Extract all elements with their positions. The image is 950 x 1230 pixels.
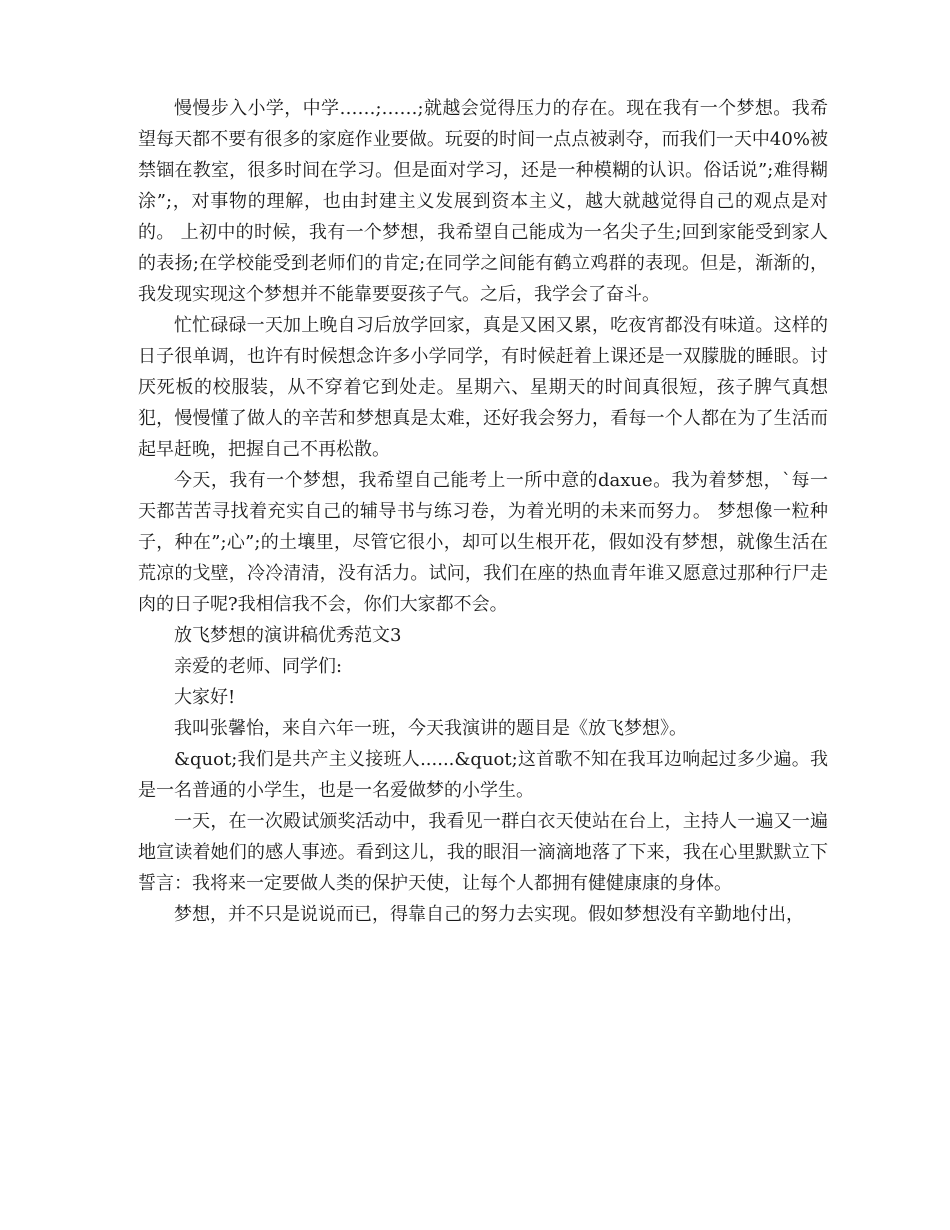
paragraph-1: 慢慢步入小学，中学……;……;就越会觉得压力的存在。现在我有一个梦想。我希望每天都不要有很多的家庭作业要做。玩耍的时间一点点被剥夺，而我们一天中40%被禁锢在教室，很多时间在学习。但是面对学习，还是一种模糊的认识。俗话说”;难得糊涂”;，对事物的理解，也由封建主义发展到资本主义，越大就越觉得自己的观点是对的。 上初中的时候，我有一个梦想，我希望自己能成为一名尖子生;回到家能受到家人的表扬;在学校能受到老师们的肯定;在同学之间能有鹤立鸡群的表现。但是，渐渐的，我发现实现这个梦想并不能靠要耍孩子气。之后，我学会了奋斗。 — [138, 98, 828, 305]
greeting: 大家好! — [174, 687, 236, 708]
section-heading: 放飞梦想的演讲稿优秀范文3 — [174, 625, 402, 646]
paragraph-2: 忙忙碌碌一天加上晚自习后放学回家，真是又困又累，吃夜宵都没有味道。这样的日子很单调，也许有时候想念许多小学同学，有时候赶着上课还是一双朦胧的睡眼。讨厌死板的校服装，从不穿着它到处走。星期六、星期天的时间真很短，孩子脾气真想犯，慢慢懂了做人的辛苦和梦想真是太难，还好我会努力，看每一个人都在为了生活而起早赶晚，把握自己不再松散。 — [138, 315, 828, 460]
paragraph-effort: 梦想，并不只是说说而已，得靠自己的努力去实现。假如梦想没有辛勤地付出， — [174, 904, 804, 925]
document-body — [138, 93, 828, 930]
salutation: 亲爱的老师、同学们: — [174, 656, 343, 677]
paragraph-song: &quot;我们是共产主义接班人......&quot;这首歌不知在我耳边响起过多少遍。我是一名普通的小学生，也是一名爱做梦的小学生。 — [138, 749, 828, 801]
paragraph-angels: 一天，在一次殿试颁奖活动中，我看见一群白衣天使站在台上，主持人一遍又一遍地宣读着她们的感人事迹。看到这儿，我的眼泪一滴滴地落了下来，我在心里默默立下誓言：我将来一定要做人类的保护天使，让每个人都拥有健健康康的身体。 — [138, 811, 828, 894]
paragraph-3: 今天，我有一个梦想，我希望自己能考上一所中意的daxue。我为着梦想，`每一天都苦苦寻找着充实自己的辅导书与练习卷，为着光明的未来而努力。 梦想像一粒种子，种在”;心”;的土壤里，尽管它很小，却可以生根开花，假如没有梦想，就像生活在荒凉的戈壁，冷冷清清，没有活力。试问，我们在座的热血青年谁又愿意过那种行尸走肉的日子呢?我相信我不会，你们大家都不会。 — [138, 470, 828, 615]
paragraph-introduction: 我叫张馨怡，来自六年一班，今天我演讲的题目是《放飞梦想》。 — [174, 718, 687, 739]
